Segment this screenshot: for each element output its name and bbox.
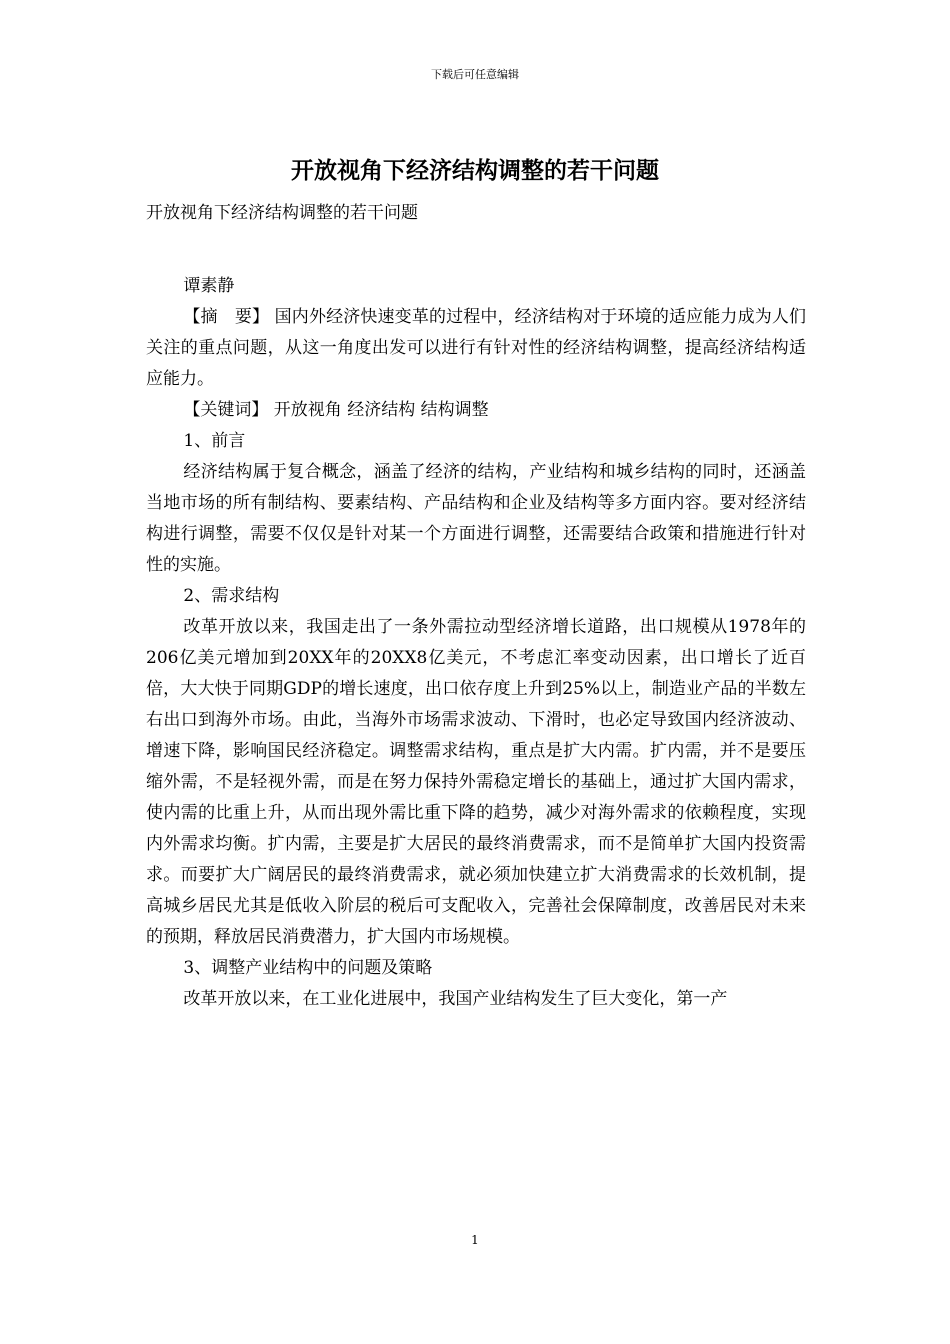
body-paragraph: 经济结构属于复合概念，涵盖了经济的结构，产业结构和城乡结构的同时，还涵盖当地市场的所有制结构、要素结构、产品结构和企业及结构等多方面内容。要对经济结构进行调整，需要不仅仅是针对某一个方面进行调整，还需要结合政策和措施进行针对性的实施。	[146, 462, 806, 575]
abstract-paragraph: 【摘 要】 国内外经济快速变革的过程中，经济结构对于环境的适应能力成为人们关注的重点问题，从这一角度出发可以进行有针对性的经济结构调整，提高经济结构适应能力。	[146, 307, 806, 389]
subtitle: 开放视角下经济结构调整的若干问题	[146, 203, 418, 223]
keywords-line: 【关键词】 开放视角 经济结构 结构调整	[183, 400, 489, 420]
author-name: 谭素静	[183, 276, 235, 296]
body-paragraph: 改革开放以来，我国走出了一条外需拉动型经济增长道路，出口规模从1978年的206亿美元增加到20XX年的20XX8亿美元，不考虑汇率变动因素，出口增长了近百倍，大大快于同期GDP的增长速度，出口依存度上升到25%以上，制造业产品的半数左右出口到海外市场。由此，当海外市场需求波动、下滑时，也必定导致国内经济波动、增速下降，影响国民经济稳定。调整需求结构，重点是扩大内需。扩内需，并不是要压缩外需，不是轻视外需，而是在努力保持外需稳定增长的基础上，通过扩大国内需求，使内需的比重上升，从而出现外需比重下降的趋势，减少对海外需求的依赖程度，实现内外需求均衡。扩内需，主要是扩大居民的最终消费需求，而不是简单扩大国内投资需求。而要扩大广阔居民的最终消费需求，就必须加快建立扩大消费需求的长效机制，提高城乡居民尤其是低收入阶层的税后可支配收入，完善社会保障制度，改善居民对未来的预期，释放居民消费潜力，扩大国内市场规模。	[146, 617, 806, 947]
document-title: 开放视角下经济结构调整的若干问题	[291, 157, 659, 184]
section-heading: 2、需求结构	[183, 586, 280, 606]
document-body	[146, 198, 806, 1015]
section-heading: 3、调整产业结构中的问题及策略	[183, 958, 433, 978]
section-heading: 1、前言	[183, 431, 246, 451]
header-note: 下载后可任意编辑	[431, 68, 519, 81]
page-number: 1	[471, 1233, 479, 1247]
blank-gap	[146, 229, 806, 271]
body-paragraph: 改革开放以来，在工业化进展中，我国产业结构发生了巨大变化，第一产	[183, 989, 728, 1009]
